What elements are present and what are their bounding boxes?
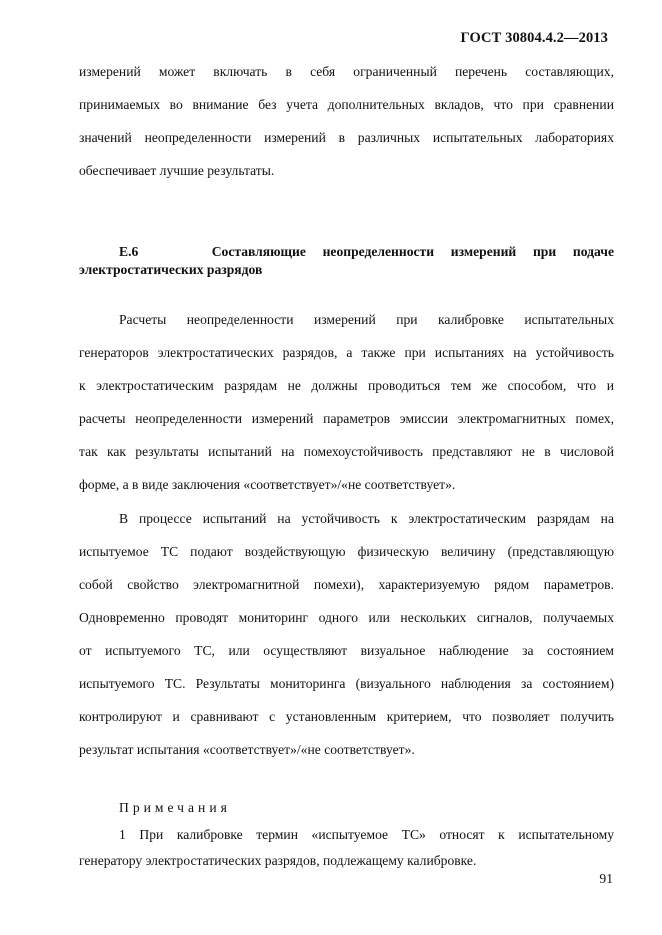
text-line: принимаемых во внимание без учета дополнительных вкладов, что при сравнении: [79, 97, 614, 112]
text-line: В процессе испытаний на устойчивость к электростатическим разрядам на: [119, 511, 614, 526]
text-line: обеспечивает лучшие результаты.: [79, 163, 275, 178]
text-line: значений неопределенности измерений в различных испытательных лабораториях: [79, 130, 614, 145]
text-line: контролируют и сравнивают с установленным критерием, что позволяет получить: [79, 709, 614, 724]
paragraph-calibration: [79, 303, 614, 501]
text-line: испытуемое ТС подают воздействующую физическую величину (представляющую: [79, 544, 614, 559]
text-line: собой свойство электромагнитной помехи), характеризуемую рядом параметров.: [79, 577, 614, 592]
text-line: форме, а в виде заключения «соответствует»/«не соответствует».: [79, 477, 456, 492]
note-line: генератору электростатических разрядов, подлежащему калибровке.: [79, 853, 477, 868]
notes-block: [79, 822, 614, 874]
text-line: результат испытания «соответствует»/«не соответствует».: [79, 742, 415, 757]
notes-title: Примечания: [119, 800, 231, 815]
section-heading: [79, 243, 614, 279]
text-line: Одновременно проводят мониторинг одного или нескольких сигналов, получаемых: [79, 610, 614, 625]
text-line: испытуемого ТС. Результаты мониторинга (визуального наблюдения за состоянием): [79, 676, 614, 691]
text-line: так как результаты испытаний на помехоустойчивость представляют не в числовой: [79, 444, 614, 459]
section-title-part1: Составляющие неопределенности измерений при подаче: [211, 244, 614, 259]
section-number: Е.6: [119, 244, 139, 259]
text-line: измерений может включать в себя ограниченный перечень составляющих,: [79, 64, 614, 79]
text-line: генераторов электростатических разрядов, а также при испытаниях на устойчивость: [79, 345, 614, 360]
section-heading-line1: [79, 243, 614, 261]
note-line: 1 При калибровке термин «испытуемое ТС» относят к испытательному: [119, 827, 614, 842]
text-line: расчеты неопределенности измерений параметров эмиссии электромагнитных помех,: [79, 411, 614, 426]
paragraph-testing-process: [79, 502, 614, 766]
standard-code-header: ГОСТ 30804.4.2—2013: [460, 30, 608, 46]
page-number: 91: [599, 871, 613, 886]
paragraph-continuation: [79, 55, 614, 187]
text-line: от испытуемого ТС, или осуществляют визуальное наблюдение за состоянием: [79, 643, 614, 658]
text-line: Расчеты неопределенности измерений при калибровке испытательных: [119, 312, 614, 327]
section-title-part2: электростатических разрядов: [79, 262, 263, 277]
text-line: к электростатическим разрядам не должны проводиться тем же способом, что и: [79, 378, 614, 393]
